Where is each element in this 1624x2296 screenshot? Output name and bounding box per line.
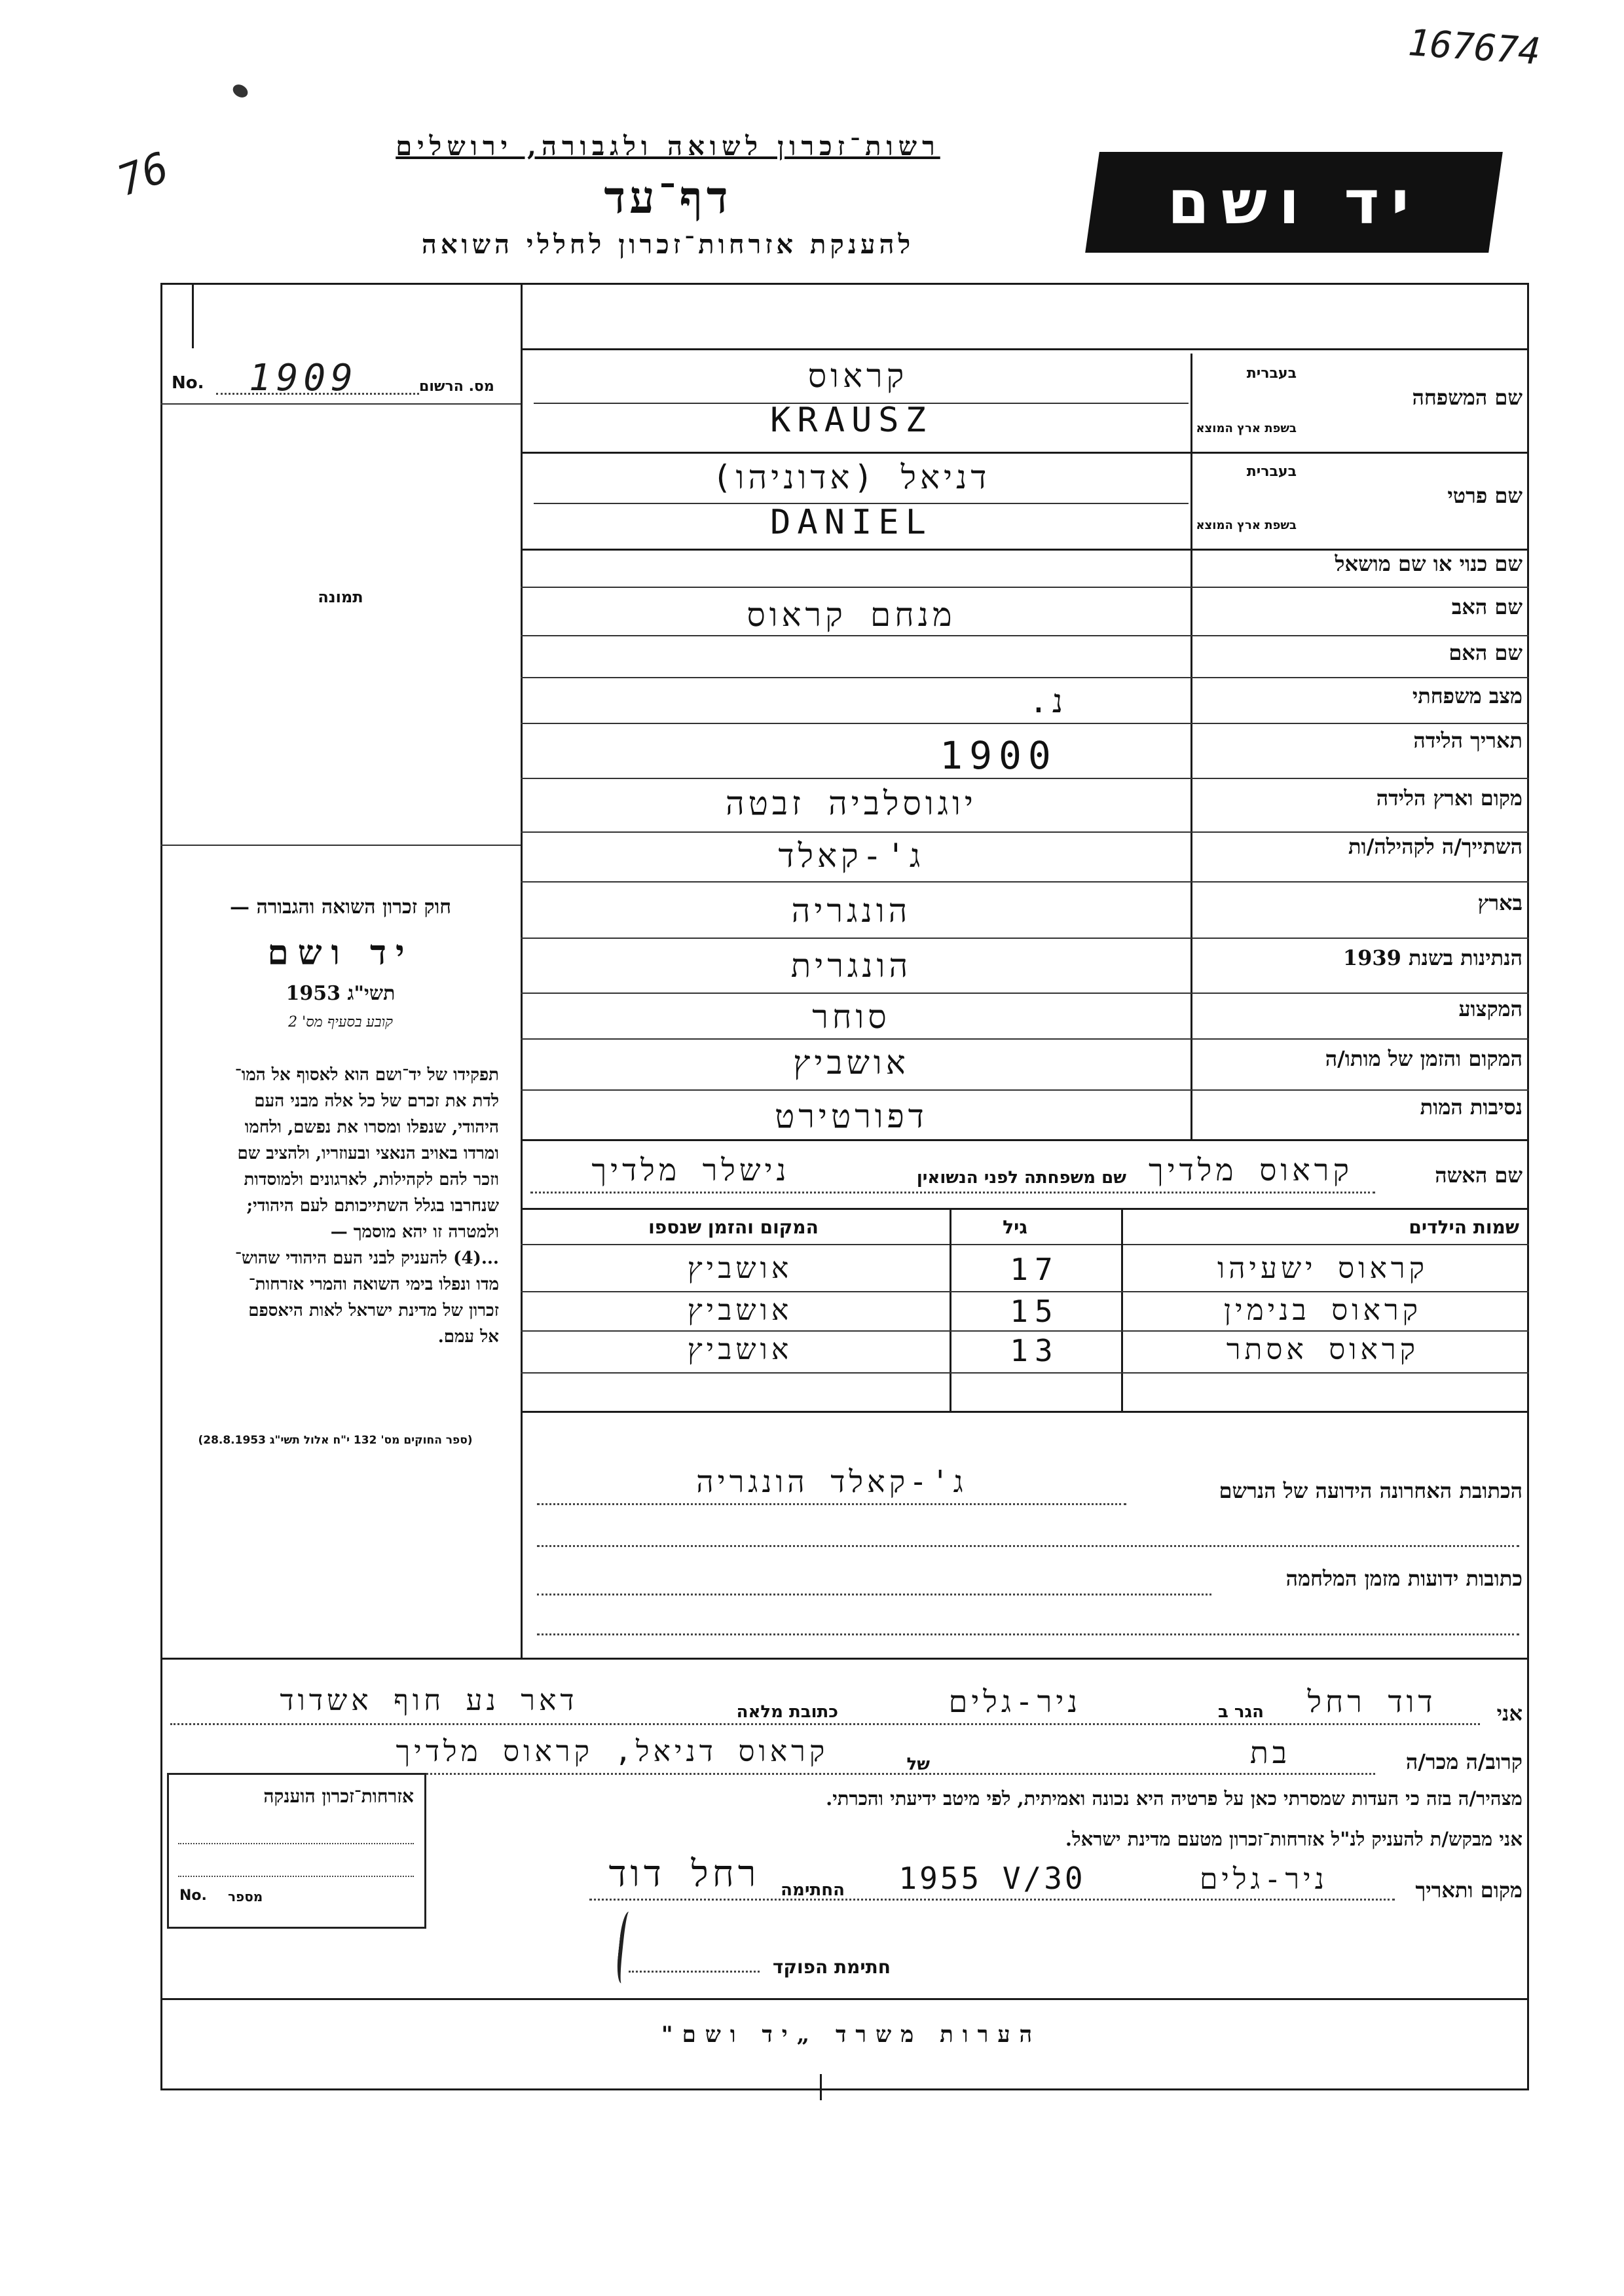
marital-row-line <box>521 723 1529 724</box>
witness-declaration: מצהיר/ה בזה כי העדות שמסרתי כאן על פרטיה היא נכונה ואמיתית, לפי מיטב ידיעתי והכרתי. <box>826 1787 1522 1810</box>
family-name-sub-origin: בשפת ארץ המוצא <box>1196 422 1297 435</box>
family-name-row-line <box>521 452 1529 454</box>
first-name-hebrew[interactable]: דניאל (אדוניהו) <box>712 458 991 496</box>
community-row-line <box>521 881 1529 883</box>
death-circ-row-line <box>521 1139 1529 1141</box>
witness-address[interactable]: דאר נע חוף אשדוד <box>280 1684 578 1717</box>
father-value[interactable]: מנחם קראוס <box>747 596 956 634</box>
citizenship-label: הנתינות בשנת 1939 <box>1342 945 1522 970</box>
registration-he-label: מס. הרשום <box>419 378 494 395</box>
child-name[interactable]: קראוס בנימין <box>1223 1294 1422 1327</box>
first-name-label: שם פרטי <box>1447 483 1522 508</box>
law-line: ...(4) להעניק לבני העם היהודי שהוש־ <box>234 1248 499 1268</box>
office-notes-top <box>160 1998 1529 2000</box>
witness-of-value[interactable]: קראוס דניאל, קראוס מלדיך <box>396 1735 829 1768</box>
form-title: דף־עד <box>604 172 732 224</box>
children-row-line <box>521 1291 1529 1292</box>
birth-place-value[interactable]: יוגוסלביה זבטה <box>725 784 978 822</box>
birth-date-label: תאריך הלידה <box>1413 728 1522 753</box>
registration-underline <box>160 403 521 405</box>
last-address-value[interactable]: ג'-קאלד הונגריה <box>696 1464 967 1499</box>
birth-place-label: מקום וארץ הלידה <box>1376 786 1522 811</box>
law-title: חוק זכרון השואה והגבורה — <box>230 896 451 919</box>
witness-signature-label: החתימה <box>781 1880 845 1900</box>
first-name-origin[interactable]: DANIEL <box>770 503 932 542</box>
margin-mark: 76 <box>111 143 175 206</box>
law-line: וזכר להם לקהילות, לארגונים ולמוסדות <box>244 1170 499 1190</box>
witness-address-label: כתובת מלאה <box>736 1702 838 1722</box>
law-line: אל עמם. <box>437 1327 499 1347</box>
frame-left <box>160 283 162 2090</box>
last-address-label: הכתובת האחרונה הידועה של הנרשם <box>1219 1478 1522 1503</box>
first-name-sub-hebrew: בעברית <box>1246 464 1297 480</box>
witness-relation[interactable]: בת <box>1249 1735 1291 1770</box>
law-footnote: (ספר החוקים מס' 132 י"ח אלול תשי"ג 28.8.1953) <box>198 1434 473 1447</box>
last-address-dotline <box>537 1503 1126 1505</box>
first-name-row-line <box>521 549 1529 551</box>
bottom-tick <box>820 2074 822 2100</box>
registration-en-label: No. <box>172 373 204 393</box>
child-age[interactable]: 13 <box>1010 1333 1060 1368</box>
war-addresses-label: כתובות ידועות מזמן המלחמה <box>1285 1566 1522 1591</box>
witness-place-date-label: מקום ותאריך <box>1415 1878 1522 1903</box>
death-circ-value[interactable]: דפורטירט <box>775 1097 928 1135</box>
citizenship-number-en: No. <box>179 1887 207 1904</box>
address-section-bottom <box>160 1658 1529 1660</box>
frame-bottom <box>160 2088 1529 2090</box>
officer-signature-mark <box>615 1911 638 1984</box>
law-line: ולמטרה זו יהא מוסמך — <box>330 1222 499 1242</box>
law-line: תפקידו של יד־ושם הוא לאסוף אל המו־ <box>234 1065 499 1085</box>
child-place[interactable]: אושביץ <box>687 1294 793 1327</box>
photo-label: תמונה <box>318 588 363 606</box>
logo-text: יד ושם <box>1167 167 1421 238</box>
children-header-names: שמות הילדים <box>1409 1216 1519 1238</box>
father-row-line <box>521 635 1529 636</box>
witness-relation-label: קרוב/ה מכר/ה <box>1405 1749 1522 1774</box>
nickname-label: שם כנוי או שם מושאל <box>1335 551 1522 576</box>
citizenship-box-line[interactable] <box>178 1843 414 1844</box>
citizenship-box-title: אזרחות־זכרון הוענקה <box>263 1785 414 1807</box>
family-name-origin[interactable]: KRAUSZ <box>770 401 932 440</box>
children-col-divider-age <box>950 1208 951 1411</box>
witness-resides-label: הגר ב <box>1217 1702 1264 1722</box>
wife-row-line <box>521 1208 1529 1210</box>
witness-request: אני מבקש/ת להעניק לנ"ל אזרחות־זכרון מטעם מדינת ישראל. <box>1065 1828 1522 1850</box>
death-place-row-line <box>521 1089 1529 1091</box>
wife-name[interactable]: קראוס מלדיך <box>1148 1152 1353 1188</box>
community-label: השתייך/ה לקהילה/ות <box>1348 834 1522 859</box>
witness-place[interactable]: ניר-גלים <box>1199 1863 1329 1896</box>
child-name[interactable]: קראוס אסתר <box>1226 1333 1420 1366</box>
mother-row-line <box>521 677 1529 678</box>
children-table-bottom <box>521 1411 1529 1413</box>
first-name-sub-origin: בשפת ארץ המוצא <box>1196 519 1297 532</box>
law-line: זכרון של מדינת ישראל לאות היאספם <box>248 1301 499 1321</box>
witness-date[interactable]: 1955 V/30 <box>898 1861 1086 1896</box>
family-name-sub-hebrew: בעברית <box>1246 365 1297 382</box>
witness-line-2 <box>341 1773 1375 1775</box>
law-year: תשי"ג 1953 <box>286 982 396 1005</box>
top-box-divider <box>192 283 194 348</box>
frame-right <box>1527 283 1529 2090</box>
wife-maiden-name[interactable]: נישלר מלדיך <box>591 1152 790 1188</box>
wife-maiden-label: שם משפחתה לפני הנשואין <box>916 1168 1126 1188</box>
office-notes: הערות משרד „יד ושם" <box>661 2022 1042 2048</box>
citizenship-box <box>167 1773 426 1929</box>
death-place-label: המקום והזמן של מותו/ה <box>1325 1046 1522 1071</box>
children-header-place: המקום והזמן שנספו <box>648 1216 819 1238</box>
citizenship-number-he: מספר <box>228 1889 263 1904</box>
war-addresses-dotline <box>537 1594 1211 1595</box>
main-column-divider <box>521 283 523 1658</box>
witness-i-label: אני <box>1496 1701 1522 1726</box>
child-place[interactable]: אושביץ <box>687 1333 793 1366</box>
country-value[interactable]: הונגריה <box>791 892 912 930</box>
birth-date-row-line <box>521 778 1529 779</box>
witness-line-3 <box>589 1899 1395 1901</box>
profession-label: המקצוע <box>1458 996 1522 1021</box>
officer-label: חתימת הפוקד <box>772 1956 891 1978</box>
frame-top <box>160 283 1529 285</box>
law-name: יד ושם <box>267 933 414 973</box>
witness-city[interactable]: ניר-גלים <box>948 1684 1082 1719</box>
country-row-line <box>521 938 1529 939</box>
mother-label: שם האם <box>1449 640 1522 665</box>
witness-line-1 <box>170 1723 1480 1725</box>
law-body <box>172 1062 499 1350</box>
country-label: בארץ <box>1477 890 1522 915</box>
address-dotline-2[interactable] <box>537 1545 1519 1547</box>
profession-value[interactable]: סוחר <box>812 998 891 1036</box>
child-age[interactable]: 15 <box>1010 1294 1060 1329</box>
birth-date-value[interactable]: 1900 <box>940 733 1058 778</box>
children-header-age: גיל <box>1003 1216 1027 1238</box>
wife-label: שם האשה <box>1435 1163 1522 1188</box>
form-subtitle: להענקת אזרחות־זכרון לחללי השואה <box>421 229 915 260</box>
witness-signature[interactable]: רחל דוד <box>608 1853 760 1895</box>
law-line: שנחרבו בגלל השתייכותם לעם היהודי; <box>246 1196 499 1216</box>
death-place-value[interactable]: אושביץ <box>793 1044 910 1082</box>
officer-dotline[interactable] <box>629 1971 760 1973</box>
children-row-line <box>521 1372 1529 1374</box>
marital-label: מצב משפחתי <box>1412 683 1522 708</box>
marital-value[interactable]: נ. <box>1028 682 1067 720</box>
child-age[interactable]: 17 <box>1010 1252 1060 1287</box>
law-line: מדו ונפלו בימי השואה והמרי אזרחות־ <box>248 1275 499 1294</box>
law-line: לדת את זכרם של כל אלה מבני העם <box>254 1091 499 1111</box>
photo-box-bottom <box>160 845 521 846</box>
registration-number: 1909 <box>249 357 358 399</box>
witness-of-label: של <box>906 1755 930 1774</box>
archive-number: 167674 <box>1406 22 1542 73</box>
law-clause: קובע בסעיף מס' 2 <box>288 1014 393 1030</box>
citizenship-value[interactable]: הונגרית <box>790 947 912 985</box>
yad-vashem-logo <box>1085 152 1503 253</box>
address-dotline-4[interactable] <box>537 1633 1519 1635</box>
authority-line: רשות־זכרון לשואה ולגבורה, ירושלים <box>396 131 940 162</box>
children-header-line <box>521 1244 1529 1245</box>
registration-dotline[interactable] <box>216 393 419 395</box>
family-name-hebrew[interactable]: קראוס <box>807 357 908 395</box>
children-col-divider-names <box>1121 1208 1123 1411</box>
death-circ-label: נסיבות המות <box>1420 1095 1522 1120</box>
profession-row-line <box>521 1038 1529 1040</box>
child-place[interactable]: אושביץ <box>687 1252 793 1285</box>
law-line: היהודי, שנפלו ומסרו את נפשם, ולחמו <box>244 1118 499 1137</box>
top-band-line <box>521 348 1529 350</box>
child-name[interactable]: קראוס ישעיהו <box>1217 1252 1429 1285</box>
citizenship-row-line <box>521 993 1529 994</box>
wife-dotline <box>530 1192 1375 1194</box>
father-label: שם האב <box>1451 594 1522 619</box>
citizenship-box-line[interactable] <box>178 1876 414 1877</box>
law-line: ומרדו באויב הנאצי ובעוזריו, ולהציב שם <box>237 1144 499 1163</box>
ink-blot <box>231 82 250 100</box>
witness-name[interactable]: דוד רחל <box>1307 1684 1437 1719</box>
nickname-row-line <box>521 587 1529 588</box>
community-value[interactable]: ג'-קאלד <box>778 837 925 875</box>
birth-place-row-line <box>521 831 1529 833</box>
family-name-label: שם המשפחה <box>1412 385 1522 410</box>
children-row-line <box>521 1330 1529 1332</box>
